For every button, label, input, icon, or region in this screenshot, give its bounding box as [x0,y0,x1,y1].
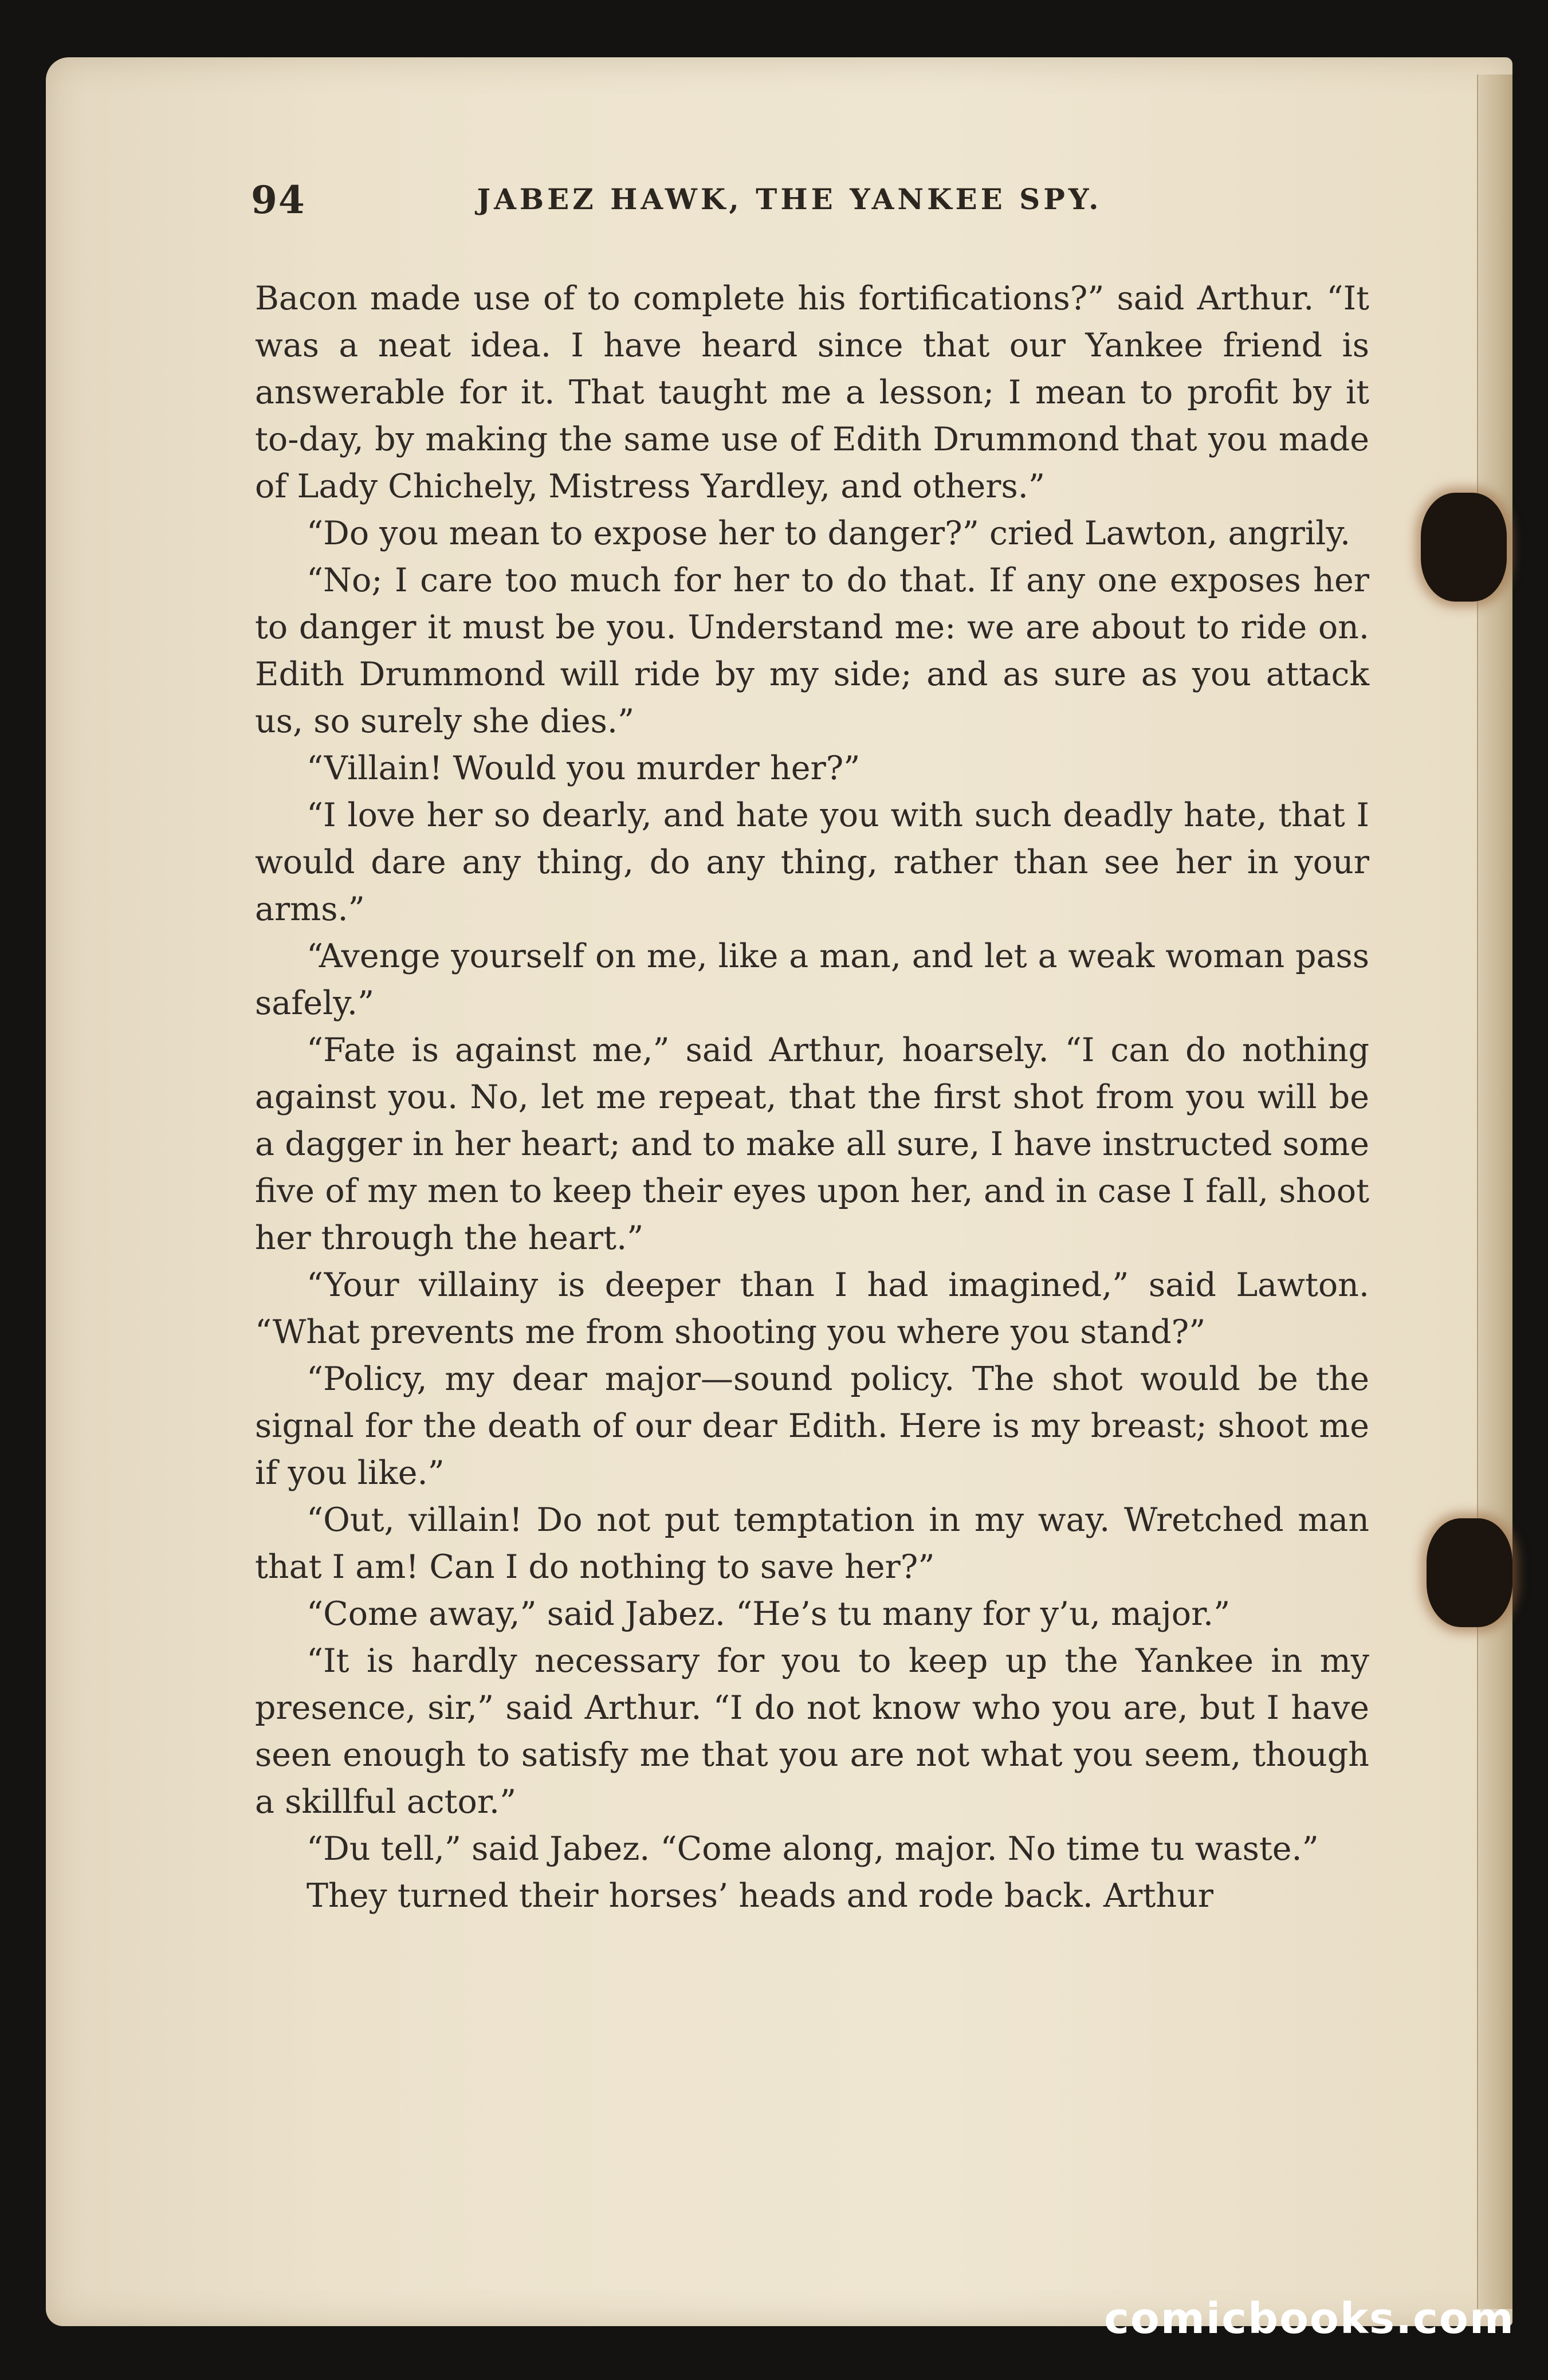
page-number: 94 [251,178,306,222]
watermark: comicbooks.com [1104,2294,1515,2343]
paragraph-continuation: Bacon made use of to complete his fortifications?” said Arthur. “It was a neat idea. I have heard since that our Yankee friend is answerable for it. That taught me a lesson; I mean to profit by it to-day, by making the same use of Edith Drummond that you made of Lady Chichely, Mistress Yardley, and others.” [255,280,1369,505]
paragraph: “Policy, my dear major—sound policy. The shot would be the signal for the death of our dear Edith. Here is my breast; shoot me if you like.” [255,1360,1369,1492]
page-spine-edge [1477,74,1512,2309]
binding-hole-upper [1421,493,1507,602]
paragraph: “I love her so dearly, and hate you with such deadly hate, that I would dare any thing, do any thing, rather than see her in your arms.” [255,796,1369,928]
paragraph: “Your villainy is deeper than I had imagined,” said Lawton. “What prevents me from shooting you where you stand?” [255,1266,1369,1351]
paragraph: They turned their horses’ heads and rode back. Arthur [307,1877,1214,1915]
paragraph: “Villain! Would you murder her?” [307,749,861,787]
body-text [255,275,1369,1919]
paragraph: “Avenge yourself on me, like a man, and let a weak woman pass safely.” [255,937,1369,1022]
paragraph: “It is hardly necessary for you to keep up the Yankee in my presence, sir,” said Arthur. “I do not know who you are, but I have seen enough to satisfy me that you are not what you seem, though a skillful actor.” [255,1642,1369,1821]
paragraph: “No; I care too much for her to do that. If any one exposes her to danger it must be you. Understand me: we are about to ride on. Edith Drummond will ride by my side; and as sure as you attack us, so surely she dies.” [255,561,1369,740]
running-title: JABEZ HAWK, THE YANKEE SPY. [477,182,1102,216]
paragraph: “Come away,” said Jabez. “He’s tu many for y’u, major.” [307,1595,1231,1633]
paragraph: “Out, villain! Do not put temptation in my way. Wretched man that I am! Can I do nothing to save her?” [255,1501,1369,1586]
paragraph: “Fate is against me,” said Arthur, hoarsely. “I can do nothing against you. No, let me repeat, that the first shot from you will be a dagger in her heart; and to make all sure, I have instructed some five of my men to keep their eyes upon her, and in case I fall, shoot her through the heart.” [255,1031,1369,1257]
paragraph: “Do you mean to expose her to danger?” cried Lawton, angrily. [307,515,1351,552]
binding-hole-lower [1427,1518,1512,1627]
page-header [211,178,1368,229]
paragraph: “Du tell,” said Jabez. “Come along, major. No time tu waste.” [307,1830,1319,1868]
